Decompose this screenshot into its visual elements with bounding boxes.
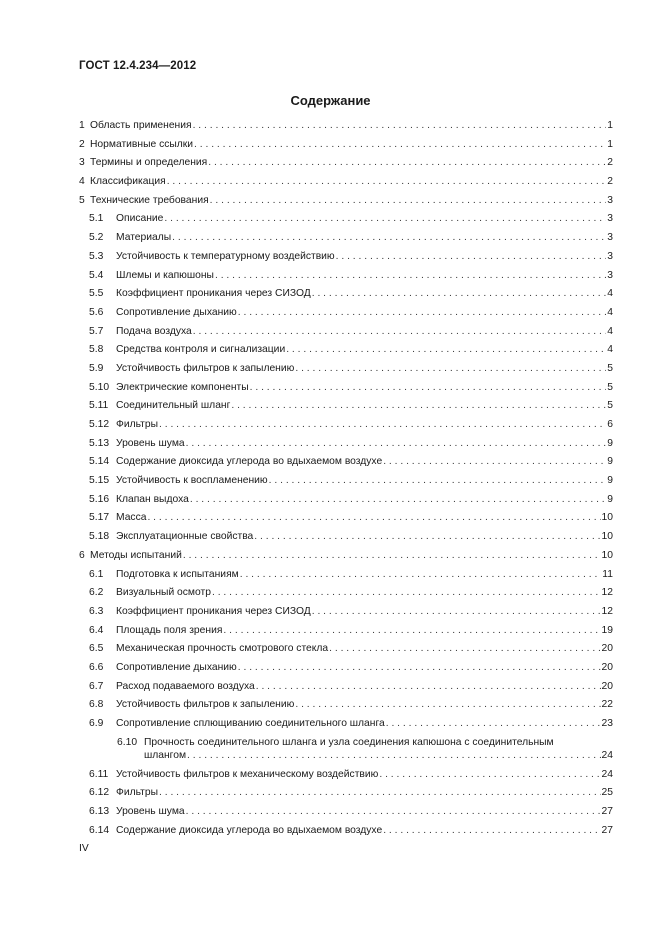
toc-entry-number: 5.18: [89, 531, 110, 543]
toc-entry[interactable]: [79, 453, 613, 472]
toc-entry-number: 5.9: [89, 362, 104, 374]
toc-entry-label: [89, 584, 212, 603]
toc-leader-dots: [167, 173, 607, 192]
toc-leader-dots: [190, 491, 606, 510]
toc-leader-dots: [172, 229, 606, 248]
toc-entry-label: [89, 416, 159, 435]
toc-entry-page: 20: [601, 661, 613, 673]
toc-leader-dots: [194, 136, 606, 155]
toc-entry-number: 5.11: [89, 400, 109, 412]
toc-entry-text: Область применения: [90, 120, 192, 131]
toc-entry[interactable]: [79, 397, 613, 416]
toc-leader-dots: [250, 379, 607, 398]
toc-entry-label: [79, 136, 194, 155]
toc-entry-label: [89, 822, 383, 841]
toc-leader-dots: [238, 304, 607, 323]
toc-entry-label: [89, 360, 295, 379]
toc-entry[interactable]: [79, 117, 613, 136]
toc-entry-number: 6.9: [89, 718, 104, 729]
toc-leader-dots: [212, 584, 601, 603]
toc-entry-label: [89, 435, 186, 454]
toc-entry-number: 6: [79, 549, 85, 561]
toc-leader-dots: [295, 360, 606, 379]
toc-entry[interactable]: [79, 803, 613, 822]
toc-entry-number: 6.3: [89, 605, 104, 617]
toc-entry-page: 3: [607, 232, 613, 244]
toc-entry-number: 5.13: [89, 437, 110, 449]
toc-entry-label: [89, 453, 383, 472]
toc-entry-page: 9: [607, 437, 613, 449]
toc-entry-text: Сопротивление дыханию: [116, 661, 237, 673]
toc-leader-dots: [240, 566, 602, 585]
document-header: ГОСТ 12.4.234—2012: [79, 60, 197, 72]
toc-entry-text: Содержание диоксида углерода во вдыхаемом воздухе: [116, 824, 383, 836]
toc-entry-page: 27: [601, 824, 613, 836]
toc-entry[interactable]: [79, 360, 613, 379]
toc-entry-page: 12: [601, 587, 613, 599]
toc-entry-number: 5.1: [89, 213, 104, 225]
toc-entry-label: [89, 715, 386, 734]
toc-entry-page: 9: [607, 493, 613, 505]
toc-leader-dots: [383, 822, 600, 841]
toc-entry-page: 4: [607, 344, 613, 356]
toc-entry[interactable]: [79, 154, 613, 173]
toc-entry-label: [79, 117, 193, 136]
toc-leader-dots: [386, 715, 601, 734]
toc-entry[interactable]: [79, 435, 613, 454]
toc-entry-label: [89, 341, 286, 360]
toc-entry-label: [89, 566, 240, 585]
toc-entry-number: 5.5: [89, 288, 104, 300]
toc-entry-number: 5.8: [89, 344, 104, 356]
toc-entry[interactable]: [79, 173, 613, 192]
toc-leader-dots: [186, 803, 601, 822]
toc-entry[interactable]: [79, 696, 613, 715]
toc-leader-dots: [379, 766, 600, 785]
toc-entry-text: Фильтры: [116, 419, 158, 430]
toc-entry-text: Подготовка к испытаниям: [116, 568, 239, 580]
toc-entry-number: 3: [79, 157, 85, 169]
toc-entry-number: 6.10: [117, 736, 138, 748]
toc-entry[interactable]: [79, 472, 613, 491]
toc-entry-page: 25: [601, 787, 613, 799]
toc-entry-label: [89, 784, 159, 803]
toc-leader-dots: [183, 547, 601, 566]
toc-entry-page: 20: [601, 643, 613, 655]
toc-entry-page: 5: [607, 381, 613, 393]
toc-leader-dots: [164, 210, 606, 229]
toc-entry-number: 6.13: [89, 806, 110, 818]
toc-entry[interactable]: [79, 285, 613, 304]
toc-leader-dots: [223, 622, 600, 641]
toc-entry-page: 10: [601, 512, 613, 524]
toc-entry-text: Устойчивость к температурному воздействию: [116, 250, 335, 262]
toc-entry-text: Устойчивость к воспламенению: [116, 475, 268, 487]
toc-entry-number: 6.2: [89, 587, 104, 599]
toc-entry-page: 4: [607, 306, 613, 318]
toc-entry-label: [89, 472, 269, 491]
toc-entry-text: Коэффициент проникания через СИЗОД: [116, 288, 311, 300]
toc-entry-text: Сопротивление дыханию: [116, 306, 237, 318]
toc-entry-number: 5.12: [89, 419, 110, 430]
toc-leader-dots: [256, 678, 601, 697]
toc-entry-number: 5: [79, 194, 85, 206]
toc-entry-label: [89, 766, 379, 785]
toc-leader-dots: [238, 659, 601, 678]
toc-entry-page: 10: [601, 549, 613, 561]
toc-title: Содержание: [290, 93, 371, 108]
toc-entry-label: [89, 803, 186, 822]
toc-entry-label: [89, 323, 193, 342]
toc-leader-dots: [186, 435, 607, 454]
toc-entry-number: 6.7: [89, 680, 104, 692]
toc-entry-text: Нормативные ссылки: [90, 138, 194, 150]
toc-leader-dots: [254, 528, 600, 547]
toc-leader-dots: [312, 603, 601, 622]
toc-entry-text: Классификация: [90, 176, 166, 188]
toc-leader-dots: [231, 397, 606, 416]
toc-entry-page: 3: [607, 250, 613, 262]
toc-entry-label: [89, 229, 172, 248]
toc-entry-page: 5: [607, 400, 613, 412]
toc-leader-dots: [312, 285, 607, 304]
toc-entry-text: Визуальный осмотр: [116, 587, 211, 599]
toc-entry-label: [79, 173, 167, 192]
toc-entry-label: [89, 491, 190, 510]
toc-entry-text: Средства контроля и сигнализации: [116, 344, 286, 356]
toc-entry-text: Устойчивость фильтров к механическому воздействию: [116, 768, 379, 780]
toc-entry-page: 2: [607, 176, 613, 188]
toc-entry[interactable]: [79, 678, 613, 697]
toc-entry[interactable]: [79, 379, 613, 398]
toc-entry-page: 6: [607, 419, 613, 430]
toc-entry-label: [89, 509, 147, 528]
toc-leader-dots: [159, 784, 601, 803]
toc-entry-label: [89, 659, 238, 678]
toc-entry[interactable]: [79, 192, 613, 211]
toc-entry-text: Площадь поля зрения: [116, 624, 223, 636]
toc-entry-text: Описание: [116, 213, 164, 225]
toc-entry-number: 5.6: [89, 306, 104, 318]
toc-entry[interactable]: [79, 323, 613, 342]
toc-entry[interactable]: [79, 766, 613, 785]
toc-leader-dots: [210, 192, 607, 211]
toc-leader-dots: [208, 154, 606, 173]
toc-entry[interactable]: [79, 659, 613, 678]
toc-entry-text: Термины и определения: [90, 157, 208, 169]
toc-entry-number: 5.3: [89, 250, 104, 262]
toc-entry-number: 2: [79, 138, 85, 150]
toc-entry-number: 4: [79, 176, 85, 188]
toc-entry-number: 5.16: [89, 493, 110, 505]
toc-entry-number: 5.2: [89, 232, 104, 244]
toc-entry-page: 1: [607, 138, 613, 150]
toc-entry-text: Эксплуатационные свойства: [116, 531, 254, 543]
toc-entry[interactable]: [79, 622, 613, 641]
toc-entry-label: [79, 154, 208, 173]
toc-entry[interactable]: [79, 528, 613, 547]
toc-entry-page: 3: [607, 194, 613, 206]
toc-entry-page: 12: [601, 605, 613, 617]
toc-entry[interactable]: [79, 341, 613, 360]
toc-entry-number: 5.14: [89, 456, 110, 468]
toc-entry-page: 27: [601, 806, 613, 818]
toc-entry-label: [89, 603, 312, 622]
toc-entry-page: 3: [607, 213, 613, 225]
toc-entry-page: 2: [607, 157, 613, 169]
toc-entry-text: Прочность соединительного шланга и узла соединения капюшона с соединительным: [144, 736, 554, 748]
toc-entry[interactable]: [79, 584, 613, 603]
toc-entry-text-continued: шлангом: [144, 749, 187, 761]
toc-leader-dots: [215, 267, 606, 286]
toc-leader-dots: [329, 640, 600, 659]
toc-leader-dots: [269, 472, 607, 491]
toc-entry[interactable]: [79, 509, 613, 528]
toc-entry-text: Сопротивление сплющиванию соединительного шланга: [116, 718, 385, 729]
toc-entry-label: [144, 747, 187, 766]
toc-entry-label: [89, 678, 256, 697]
toc-entry[interactable]: [79, 229, 613, 248]
toc-leader-dots: [159, 416, 606, 435]
toc-entry-page: 22: [601, 699, 613, 711]
toc-entry-page: 23: [601, 718, 613, 729]
toc-entry-number: 6.14: [89, 824, 110, 836]
toc-entry-label: [89, 248, 336, 267]
toc-entry-label: [89, 528, 254, 547]
toc-entry[interactable]: [79, 547, 613, 566]
toc-entry-number: 5.17: [89, 512, 110, 524]
toc-entry-page: 4: [607, 288, 613, 300]
toc-entry[interactable]: [79, 267, 613, 286]
toc-leader-dots: [336, 248, 607, 267]
toc-entry-text: Соединительный шланг: [116, 400, 231, 412]
toc-entry-label: [89, 379, 250, 398]
toc-entry-page: 11: [602, 568, 613, 580]
table-of-contents: [79, 117, 613, 840]
toc-entry[interactable]: [79, 491, 613, 510]
toc-entry-number: 6.8: [89, 699, 104, 711]
toc-leader-dots: [147, 509, 600, 528]
toc-entry-text: Коэффициент проникания через СИЗОД: [116, 605, 311, 617]
toc-entry-page: 20: [601, 680, 613, 692]
toc-entry-label: [89, 210, 164, 229]
toc-entry-number: 6.6: [89, 661, 104, 673]
toc-entry-page: 9: [607, 456, 613, 468]
toc-entry-label: [79, 547, 183, 566]
page-number: IV: [79, 843, 89, 854]
toc-entry-label: [89, 397, 231, 416]
toc-entry-number: 6.4: [89, 624, 104, 636]
toc-entry-page: 9: [607, 475, 613, 487]
toc-entry-page: 10: [601, 531, 613, 543]
toc-entry-text: Электрические компоненты: [116, 381, 249, 393]
toc-entry-number: 5.4: [89, 269, 104, 281]
toc-entry[interactable]: [79, 715, 613, 734]
toc-entry-number: 6.12: [89, 787, 110, 799]
toc-entry-label: [89, 304, 238, 323]
toc-entry-text: Устойчивость фильтров к запылению: [116, 699, 295, 711]
toc-entry[interactable]: [79, 603, 613, 622]
toc-entry-page: 1: [607, 120, 613, 131]
toc-entry-text: Шлемы и капюшоны: [116, 269, 214, 281]
toc-entry-text: Уровень шума: [116, 437, 185, 449]
toc-entry-text: Клапан выдоха: [116, 493, 189, 505]
toc-entry-text: Фильтры: [116, 787, 158, 799]
toc-entry[interactable]: [79, 734, 613, 766]
toc-leader-dots: [193, 117, 607, 136]
toc-entry-number: 6.5: [89, 643, 104, 655]
toc-entry-text: Подача воздуха: [116, 325, 192, 337]
toc-entry-text: Устойчивость фильтров к запылению: [116, 362, 295, 374]
toc-entry-page: 3: [607, 269, 613, 281]
toc-entry-number: 5.10: [89, 381, 110, 393]
toc-entry-page: 24: [601, 768, 613, 780]
toc-entry-label: [89, 622, 223, 641]
toc-entry-number: 5.15: [89, 475, 110, 487]
toc-entry-text: Содержание диоксида углерода во вдыхаемом воздухе: [116, 456, 383, 468]
toc-entry[interactable]: [79, 566, 613, 585]
toc-entry[interactable]: [79, 136, 613, 155]
toc-leader-dots: [286, 341, 606, 360]
toc-entry-number: 1: [79, 120, 85, 131]
toc-leader-dots: [295, 696, 600, 715]
toc-entry-text: Уровень шума: [116, 806, 185, 818]
toc-entry-text: Материалы: [116, 232, 172, 244]
toc-entry[interactable]: [79, 416, 613, 435]
toc-entry[interactable]: [79, 304, 613, 323]
toc-entry-text: Масса: [116, 512, 147, 524]
toc-entry[interactable]: [79, 210, 613, 229]
toc-entry-text: Механическая прочность смотрового стекла: [116, 643, 329, 655]
toc-entry-page: 19: [601, 624, 613, 636]
toc-leader-dots: [383, 453, 606, 472]
toc-entry[interactable]: [79, 784, 613, 803]
toc-entry-label: [79, 192, 210, 211]
toc-entry-number: 6.1: [89, 568, 104, 580]
toc-entry-text: Технические требования: [90, 194, 209, 206]
toc-entry-label: [89, 696, 295, 715]
toc-entry-number: 6.11: [89, 768, 109, 780]
toc-entry[interactable]: [79, 248, 613, 267]
toc-entry[interactable]: [79, 822, 613, 841]
toc-entry[interactable]: [79, 640, 613, 659]
toc-leader-dots: [187, 747, 601, 766]
toc-leader-dots: [193, 323, 607, 342]
toc-entry-text: Методы испытаний: [90, 549, 182, 561]
toc-entry-page: 24: [601, 749, 613, 761]
toc-entry-label: [89, 640, 329, 659]
toc-entry-page: 5: [607, 362, 613, 374]
toc-entry-number: 5.7: [89, 325, 104, 337]
toc-entry-text: Расход подаваемого воздуха: [116, 680, 255, 692]
toc-entry-page: 4: [607, 325, 613, 337]
toc-entry-label: [89, 285, 312, 304]
toc-entry-label: [89, 267, 215, 286]
